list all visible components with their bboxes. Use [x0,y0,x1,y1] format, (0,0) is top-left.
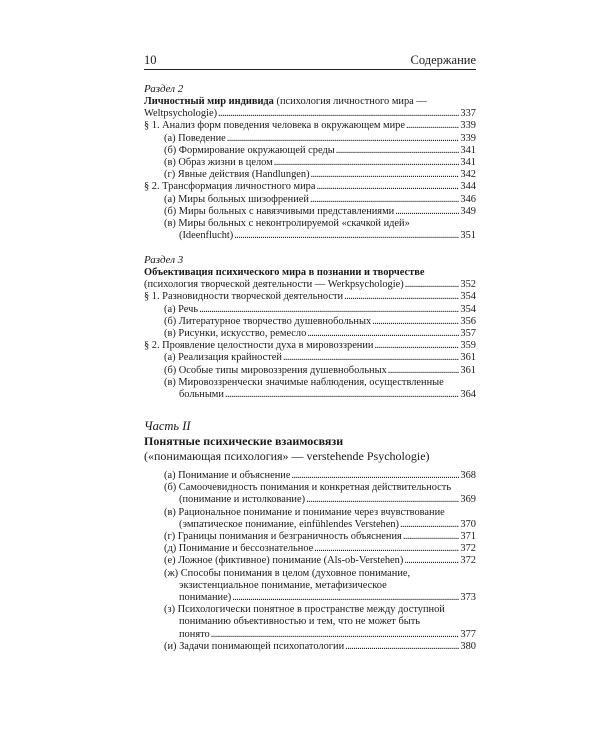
toc-entry[interactable]: (понимание и истолкование) . . . 369 [144,494,476,506]
toc-entry[interactable]: (б) Особые типы мировоззрения душевнобольных . . . 361 [144,365,476,377]
toc-entry-line: пониманию объективностью и тем, что не может быть [179,616,420,628]
toc-entry[interactable]: § 1. Анализ форм поведения человека в окружающем мире . . . 339 [144,120,476,132]
toc-entry-line: (в) Миры больных с неконтролируемой «скачкой идей» [164,218,410,230]
toc-entry-line: (ж) Способы понимания в целом (духовное понимание, [164,567,411,579]
toc-section-2 [144,83,476,242]
part-label: Часть II [144,419,191,433]
toc-entry[interactable]: (г) Границы понимания и безграничность объяснения . . . 371 [144,531,476,543]
toc-entry-line: (з) Психологически понятное в пространстве между доступной [164,604,445,616]
toc-entry[interactable]: (Ideenflucht) . . . 351 [144,230,476,242]
toc-entry-line: (б) Самоочевидность понимания и конкретная действительность [164,482,452,494]
toc-entry[interactable]: § 2. Трансформация личностного мира . . . 344 [144,181,476,193]
running-header [144,52,476,68]
toc-section-3 [144,254,476,401]
section-label: Раздел 2 [144,83,184,95]
part-title: Понятные психические взаимосвязи [144,434,344,448]
toc-part-2 [144,419,476,464]
toc-entry[interactable]: (а) Реализация крайностей . . . 361 [144,352,476,364]
toc-entry[interactable]: понимание) . . . 373 [144,592,476,604]
toc-entry[interactable]: (а) Миры больных шизофренией . . . 346 [144,194,476,206]
toc-entry-line: экзистенциальное понимание, метафизическое [179,579,387,591]
toc-entry[interactable]: (в) Образ жизни в целом . . . 341 [144,157,476,169]
toc-entry[interactable]: (а) Поведение . . . 339 [144,133,476,145]
toc-entry[interactable]: (а) Понимание и объяснение . . . 368 [144,470,476,482]
part-subtitle: («понимающая психология» — verstehende Psychologie) [144,449,430,463]
toc-entry-line: (в) Мировоззренчески значимые наблюдения, осуществленные [164,376,444,388]
toc-entry[interactable]: (психология творческой деятельности — Werkpsychologie) . . . 352 [144,279,476,291]
toc-entry[interactable]: (в) Рисунки, искусство, ремесло . . . 357 [144,328,476,340]
toc-part-2-entries [144,470,476,653]
toc-entry[interactable]: (эмпатическое понимание, einfühlendes Verstehen) . . . 370 [144,519,476,531]
toc-entry[interactable]: § 1. Разновидности творческой деятельности . . . 354 [144,291,476,303]
toc-entry[interactable]: (б) Формирование окружающей среды . . . 341 [144,145,476,157]
section-title: Личностный мир индивида (психология личностного мира — [144,96,427,107]
toc-entry[interactable]: (б) Миры больных с навязчивыми представлениями . . . 349 [144,206,476,218]
toc-entry-line: (в) Рациональное понимание и понимание через вчувствование [164,506,445,518]
toc-entry[interactable]: (а) Речь . . . 354 [144,304,476,316]
toc-entry[interactable]: (г) Явные действия (Handlungen) . . . 342 [144,169,476,181]
header-rule [144,69,476,70]
toc-entry[interactable]: (и) Задачи понимающей психопатологии . . . 380 [144,641,476,653]
section-title: Объективация психического мира в познании и творчестве [144,267,425,278]
toc-entry[interactable]: понято . . . 377 [144,629,476,641]
toc-entry[interactable]: (е) Ложное (фиктивное) понимание (Als-ob-Verstehen) . . . 372 [144,555,476,567]
running-title: Содержание [410,53,476,67]
toc-entry[interactable]: Weltpsychologie) . . . 337 [144,108,476,120]
page-number: 10 [144,53,157,67]
toc-entry[interactable]: больными . . . 364 [144,389,476,401]
section-label: Раздел 3 [144,254,184,266]
toc-entry[interactable]: § 2. Проявление целостности духа в мировоззрении . . . 359 [144,340,476,352]
toc-entry[interactable]: (д) Понимание и бессознательное . . . 372 [144,543,476,555]
toc-entry[interactable]: (б) Литературное творчество душевнобольных . . . 356 [144,316,476,328]
